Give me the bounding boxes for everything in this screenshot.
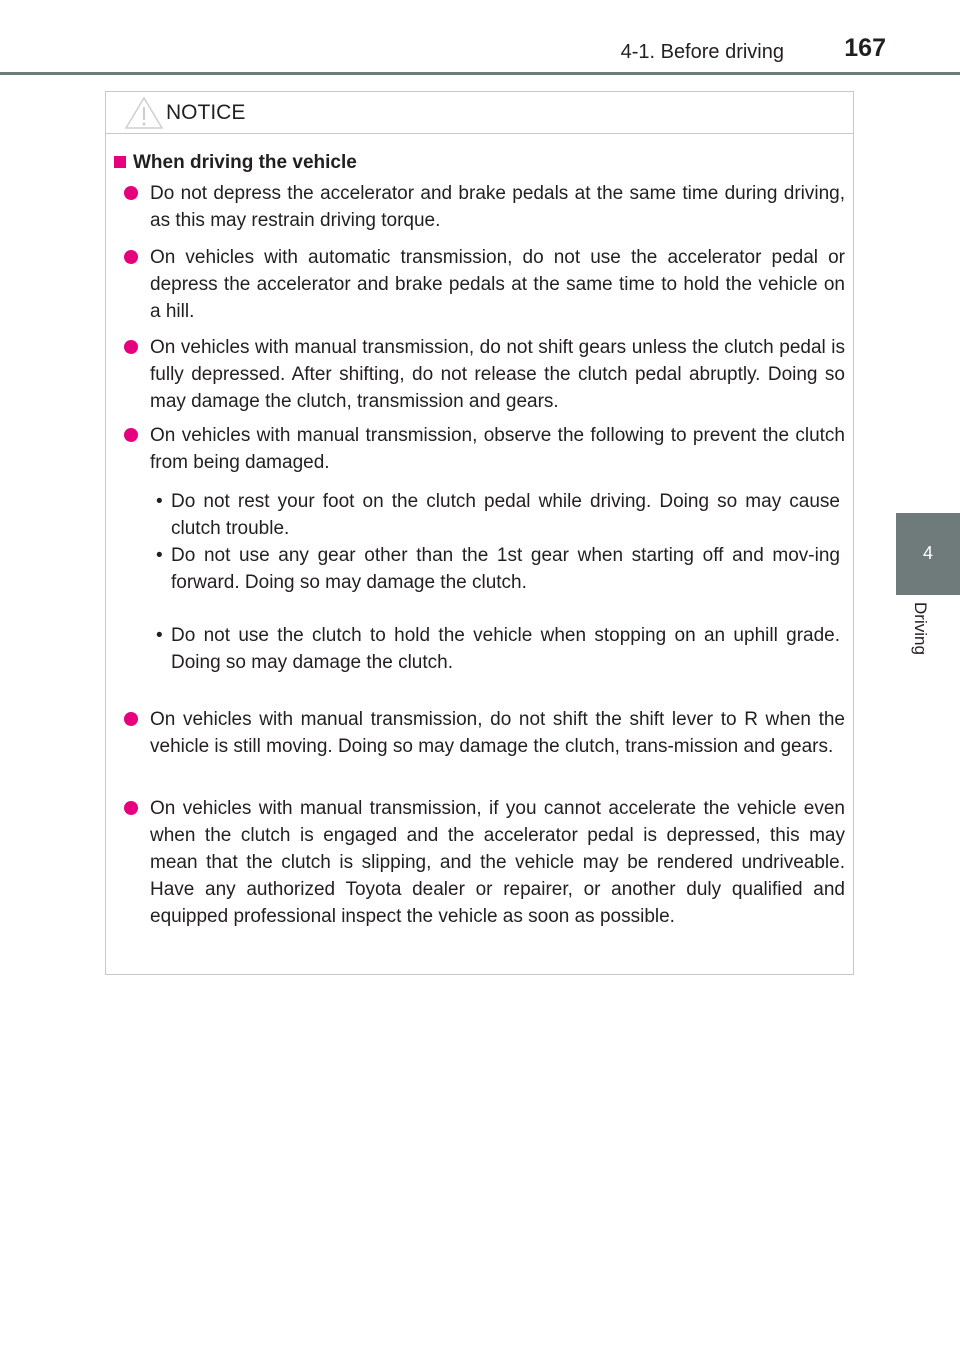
page-header <box>0 0 960 75</box>
section-title <box>114 152 357 174</box>
sub-list-item-text: Do not rest your foot on the clutch pedal while driving. Doing so may cause clutch trouble. <box>171 491 840 539</box>
chapter-tab <box>896 513 960 595</box>
list-item <box>150 244 845 325</box>
sub-list-item: • Do not use the clutch to hold the vehicle when stopping on an uphill grade. Doing so may damage the clutch. <box>150 622 840 676</box>
notice-box <box>105 91 854 975</box>
square-bullet-icon <box>114 156 126 168</box>
notice-header <box>106 92 853 134</box>
list-item-text: Do not depress the accelerator and brake pedals at the same time during driving, as this may restrain driving torque. <box>150 183 845 231</box>
list-item <box>150 706 845 760</box>
bullet-dot-icon <box>124 801 138 815</box>
bullet-dot-icon <box>124 712 138 726</box>
list-item-text: On vehicles with manual transmission, do not shift gears unless the clutch pedal is fully depressed. After shifting, do not release the clutch pedal abruptly. Doing so may damage the clutch, transmission and gears. <box>150 337 845 412</box>
sub-list-item: • Do not use any gear other than the 1st gear when starting off and mov-ing forward. Doing so may damage the clutch. <box>150 542 840 596</box>
list-item <box>150 795 845 930</box>
list-item-text: On vehicles with manual transmission, observe the following to prevent the clutch from being damaged. <box>150 425 845 473</box>
sub-list-item: • Do not rest your foot on the clutch pedal while driving. Doing so may cause clutch trouble. <box>150 488 840 542</box>
list-item <box>150 422 845 476</box>
list-item <box>150 334 845 415</box>
chapter-number: 4 <box>922 543 933 563</box>
list-item-text: On vehicles with automatic transmission, do not use the accelerator pedal or depress the accelerator and brake pedals at the same time to hold the vehicle on a hill. <box>150 247 845 322</box>
bullet-dot-icon <box>124 428 138 442</box>
sub-list-item-text: Do not use the clutch to hold the vehicle when stopping on an uphill grade. Doing so may damage the clutch. <box>171 625 840 673</box>
chapter-label: Driving <box>911 602 930 655</box>
page-number: 167 <box>844 34 886 62</box>
list-item <box>150 180 845 234</box>
chapter-label-container <box>900 602 930 682</box>
notice-label: NOTICE <box>166 101 246 124</box>
section-title-text: When driving the vehicle <box>133 152 357 173</box>
header-divider <box>0 72 960 75</box>
warning-icon <box>124 96 164 130</box>
bullet-dot-icon <box>124 186 138 200</box>
bullet-dot-icon <box>124 340 138 354</box>
sub-list-item-text: Do not use any gear other than the 1st gear when starting off and mov-ing forward. Doing so may damage the clutch. <box>171 545 840 593</box>
list-item-text: On vehicles with manual transmission, do not shift the shift lever to R when the vehicle is still moving. Doing so may damage the clutch, trans-mission and gears. <box>150 709 845 757</box>
section-heading: 4-1. Before driving <box>620 41 784 63</box>
bullet-dot-icon <box>124 250 138 264</box>
list-item-text: On vehicles with manual transmission, if you cannot accelerate the vehicle even when the clutch is engaged and the accelerator pedal is depressed, this may mean that the clutch is slipping, and the vehicle may be rendered undriveable. Have any authorized Toyota dealer or repairer, or another duly qualified and equipped professional inspect the vehicle as soon as possible. <box>150 798 845 927</box>
